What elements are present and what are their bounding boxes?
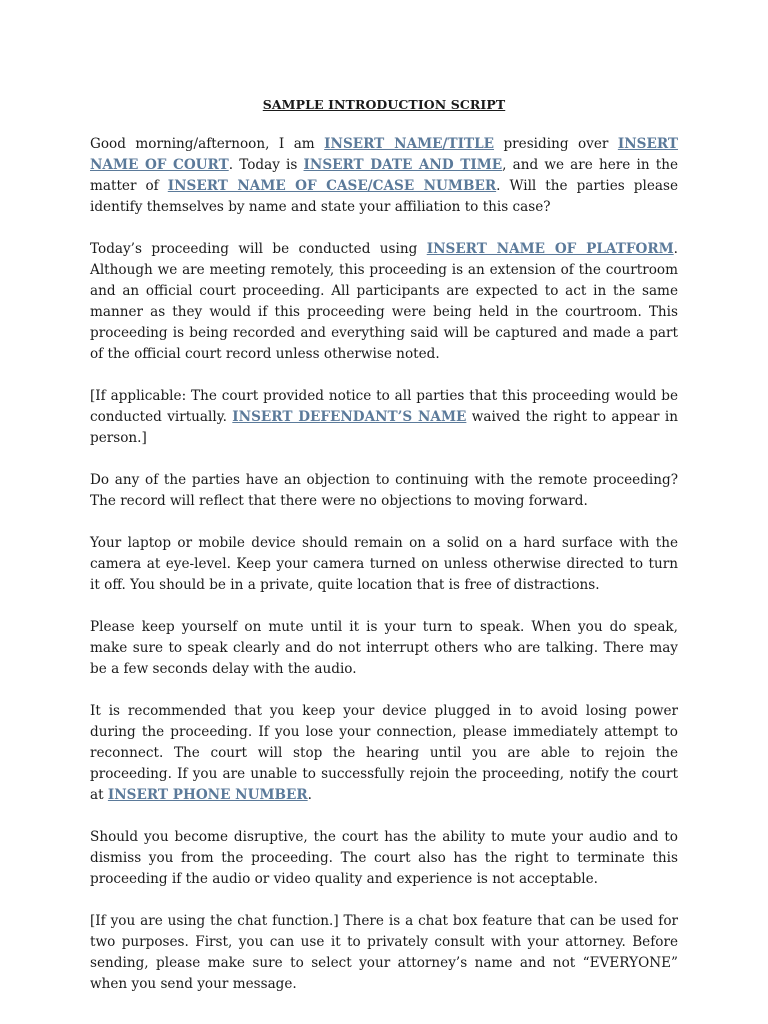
text: waived the right to appear in person.]	[90, 409, 678, 446]
paragraph-device: Your laptop or mobile device should remain on a solid on a hard surface with the camera at eye-level. Keep your camera turned on unless otherwise directed to turn it off. You should be in a private, quite location that is free of distractions.	[90, 535, 678, 593]
paragraph-notice	[90, 386, 678, 449]
paragraph-objection: Do any of the parties have an objection to continuing with the remote proceeding? The record will reflect that there were no objections to moving forward.	[90, 472, 678, 509]
text: . Although we are meeting remotely, this proceeding is an extension of the courtroom and an official court proceeding. All participants are expected to act in the same manner as they would if this proceeding were being held in the courtroom. This proceeding is being recorded and everything said will be captured and made a part of the official court record unless otherwise noted.	[90, 241, 678, 362]
text: . Will the parties please identify themselves by name and state your affiliation to this case?	[90, 178, 678, 215]
text: Good morning/afternoon, I am	[90, 136, 325, 152]
paragraph-platform	[90, 239, 678, 365]
placeholder-defendant-name: INSERT DEFENDANT’S NAME	[232, 409, 467, 425]
placeholder-date-time: INSERT DATE AND TIME	[303, 157, 503, 173]
paragraph-connection	[90, 701, 678, 806]
text: .	[307, 787, 312, 803]
paragraph-disruptive: Should you become disruptive, the court has the ability to mute your audio and to dismiss you from the proceeding. The court also has the right to terminate this proceeding if the audio or video quality and experience is not acceptable.	[90, 829, 678, 887]
placeholder-court-name: INSERT NAME OF COURT	[90, 136, 678, 173]
paragraph-mute: Please keep yourself on mute until it is your turn to speak. When you do speak, make sure to speak clearly and do not interrupt others who are talking. There may be a few seconds delay with the audio.	[90, 619, 678, 677]
document-title: SAMPLE INTRODUCTION SCRIPT	[262, 97, 506, 112]
placeholder-case-number: INSERT NAME OF CASE/CASE NUMBER	[167, 178, 497, 194]
placeholder-platform: INSERT NAME OF PLATFORM	[426, 241, 674, 257]
text: Today’s proceeding will be conducted using	[90, 241, 427, 257]
placeholder-phone-number: INSERT PHONE NUMBER	[107, 787, 308, 803]
text: , and we are here in the matter of	[90, 157, 678, 194]
paragraph-greeting	[90, 134, 678, 218]
placeholder-name-title: INSERT NAME/TITLE	[324, 136, 495, 152]
text: It is recommended that you keep your device plugged in to avoid losing power during the proceeding. If you lose your connection, please immediately attempt to reconnect. The court will stop the hearing until you are able to rejoin the proceeding. If you are unable to successfully rejoin the proceeding, notify the court at	[90, 703, 678, 803]
text: presiding over	[494, 136, 618, 152]
document-page	[90, 94, 678, 1016]
text: [If applicable: The court provided notice to all parties that this proceeding would be conducted virtually.	[90, 388, 678, 425]
paragraph-chat: [If you are using the chat function.] There is a chat box feature that can be used for two purposes. First, you can use it to privately consult with your attorney. Before sending, please make sure to select your attorney’s name and not “EVERYONE” when you send your message.	[90, 913, 678, 992]
text: . Today is	[228, 157, 304, 173]
